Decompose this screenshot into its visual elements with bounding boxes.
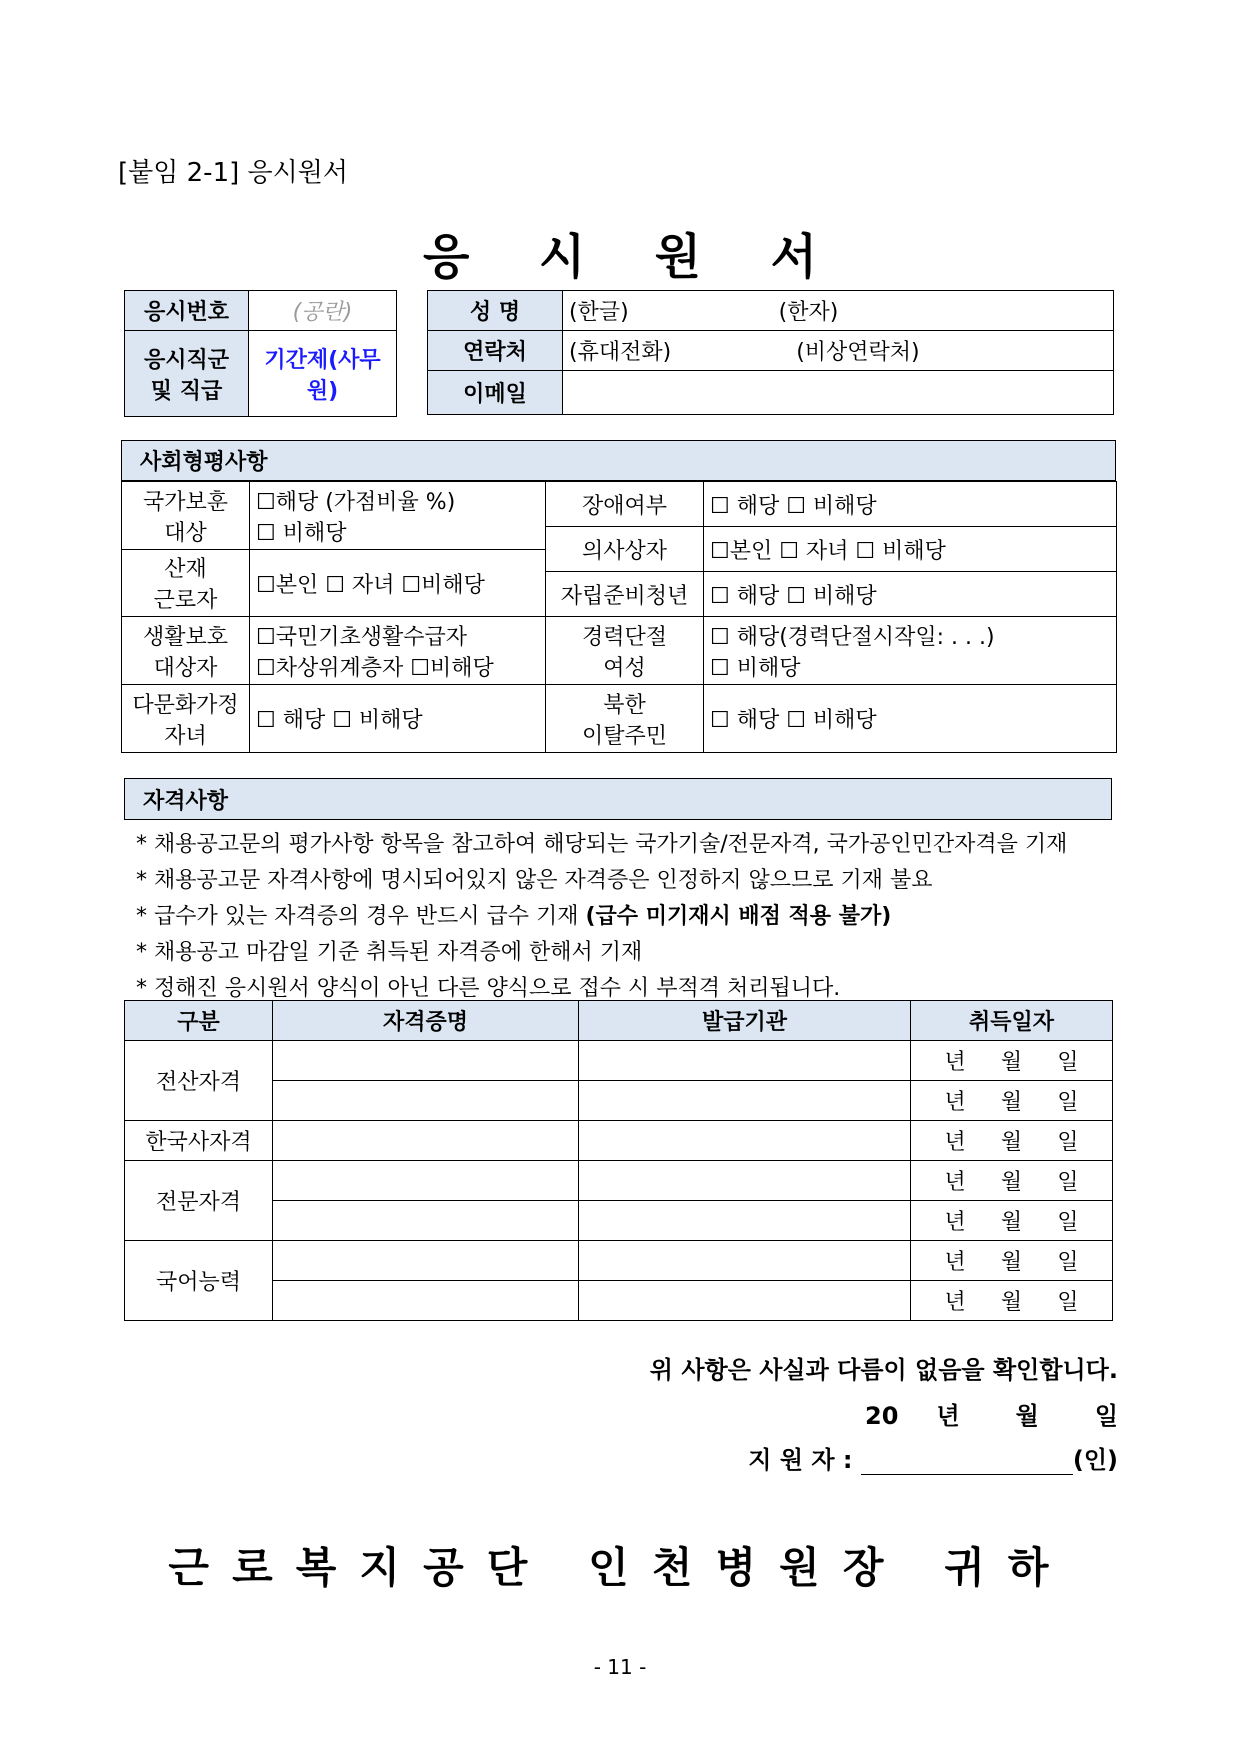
- issuer-cell[interactable]: [579, 1041, 911, 1081]
- equity-row-options[interactable]: ☐본인 ☐ 자녀 ☐비해당: [250, 550, 546, 617]
- issuer-cell[interactable]: [579, 1241, 911, 1281]
- equity-row-label: 다문화가정 자녀: [122, 685, 250, 753]
- email-field[interactable]: [563, 371, 1114, 415]
- contact-field[interactable]: (휴대전화) (비상연락처): [563, 331, 1114, 371]
- note: * 급수가 있는 자격증의 경우 반드시 급수 기재 (급수 미기재시 배점 적용 불가): [136, 904, 892, 929]
- equity-table: [121, 481, 1117, 753]
- applicant-signature: 지 원 자 : (인): [748, 1446, 1118, 1474]
- equity-row-options[interactable]: ☐ 해당 ☐ 비해당: [250, 685, 546, 753]
- applicant-right-table: [427, 290, 1114, 415]
- confirm-date: 20 년 월 일: [865, 1402, 1118, 1430]
- equity-right-label: 의사상자: [546, 527, 704, 572]
- col-header: 자격증명: [273, 1001, 579, 1041]
- note: * 채용공고문 자격사항에 명시되어있지 않은 자격증은 인정하지 않으므로 기재 불요: [136, 868, 933, 893]
- equity-right-label: 장애여부: [546, 482, 704, 527]
- note: * 채용공고문의 평가사항 항목을 참고하여 해당되는 국가기술/전문자격, 국가공인민간자격을 기재: [136, 832, 1068, 857]
- email-label: 이메일: [428, 371, 563, 415]
- category-label: 국어능력: [125, 1241, 273, 1321]
- equity-right-options[interactable]: ☐ 해당 ☐ 비해당: [704, 685, 1117, 753]
- exam-no-label: 응시번호: [125, 291, 249, 331]
- exam-no-field[interactable]: (공란): [249, 291, 397, 331]
- issuer-cell[interactable]: [579, 1121, 911, 1161]
- date-cell[interactable]: 년 월 일: [911, 1281, 1113, 1321]
- equity-right-options[interactable]: ☐본인 ☐ 자녀 ☐ 비해당: [704, 527, 1117, 572]
- equity-section-header: 사회형평사항: [121, 440, 1116, 481]
- name-field[interactable]: (한글) (한자): [563, 291, 1114, 331]
- name-label: 성 명: [428, 291, 563, 331]
- document-title: 응 시 원 서: [422, 229, 844, 285]
- cert-name-cell[interactable]: [273, 1281, 579, 1321]
- equity-right-options[interactable]: ☐ 해당 ☐ 비해당: [704, 572, 1117, 617]
- date-cell[interactable]: 년 월 일: [911, 1121, 1113, 1161]
- qualification-section-header: 자격사항: [124, 778, 1112, 820]
- date-cell[interactable]: 년 월 일: [911, 1041, 1113, 1081]
- cert-name-cell[interactable]: [273, 1041, 579, 1081]
- note: * 정해진 응시원서 양식이 아닌 다른 양식으로 접수 시 부적격 처리됩니다.: [136, 976, 841, 1001]
- equity-row-options[interactable]: ☐해당 (가점비율 %) ☐ 비해당: [250, 482, 546, 550]
- col-header: 발급기관: [579, 1001, 911, 1041]
- signature-line[interactable]: [861, 1450, 1073, 1475]
- equity-row-label: 산재 근로자: [122, 550, 250, 617]
- cert-name-cell[interactable]: [273, 1161, 579, 1201]
- equity-right-label: 북한 이탈주민: [546, 685, 704, 753]
- applicant-left-table: [124, 290, 397, 417]
- equity-right-options[interactable]: ☐ 해당(경력단절시작일: . . .) ☐ 비해당: [704, 617, 1117, 685]
- cert-name-cell[interactable]: [273, 1201, 579, 1241]
- cert-name-cell[interactable]: [273, 1121, 579, 1161]
- contact-label: 연락처: [428, 331, 563, 371]
- qualification-table: [124, 1000, 1113, 1321]
- category-label: 전문자격: [125, 1161, 273, 1241]
- attachment-label: [붙임 2-1] 응시원서: [118, 158, 348, 188]
- issuer-cell[interactable]: [579, 1201, 911, 1241]
- equity-row-options[interactable]: ☐국민기초생활수급자 ☐차상위계층자 ☐비해당: [250, 617, 546, 685]
- confirm-statement: 위 사항은 사실과 다름이 없음을 확인합니다.: [649, 1356, 1118, 1384]
- issuer-cell[interactable]: [579, 1081, 911, 1121]
- date-cell[interactable]: 년 월 일: [911, 1081, 1113, 1121]
- col-header: 구분: [125, 1001, 273, 1041]
- equity-right-options[interactable]: ☐ 해당 ☐ 비해당: [704, 482, 1117, 527]
- recipient: 근로복지공단 인천병원장 귀하: [168, 1543, 1072, 1592]
- equity-row-label: 생활보호 대상자: [122, 617, 250, 685]
- equity-right-label: 자립준비청년: [546, 572, 704, 617]
- date-cell[interactable]: 년 월 일: [911, 1241, 1113, 1281]
- cert-name-cell[interactable]: [273, 1241, 579, 1281]
- equity-row-label: 국가보훈 대상: [122, 482, 250, 550]
- category-label: 한국사자격: [125, 1121, 273, 1161]
- issuer-cell[interactable]: [579, 1161, 911, 1201]
- issuer-cell[interactable]: [579, 1281, 911, 1321]
- note: * 채용공고 마감일 기준 취득된 자격증에 한해서 기재: [136, 940, 643, 965]
- job-value: 기간제(사무원): [249, 331, 397, 417]
- date-cell[interactable]: 년 월 일: [911, 1161, 1113, 1201]
- cert-name-cell[interactable]: [273, 1081, 579, 1121]
- page-number: - 11 -: [593, 1655, 647, 1679]
- category-label: 전산자격: [125, 1041, 273, 1121]
- date-cell[interactable]: 년 월 일: [911, 1201, 1113, 1241]
- equity-right-label: 경력단절 여성: [546, 617, 704, 685]
- job-label: 응시직군 및 직급: [125, 331, 249, 417]
- col-header: 취득일자: [911, 1001, 1113, 1041]
